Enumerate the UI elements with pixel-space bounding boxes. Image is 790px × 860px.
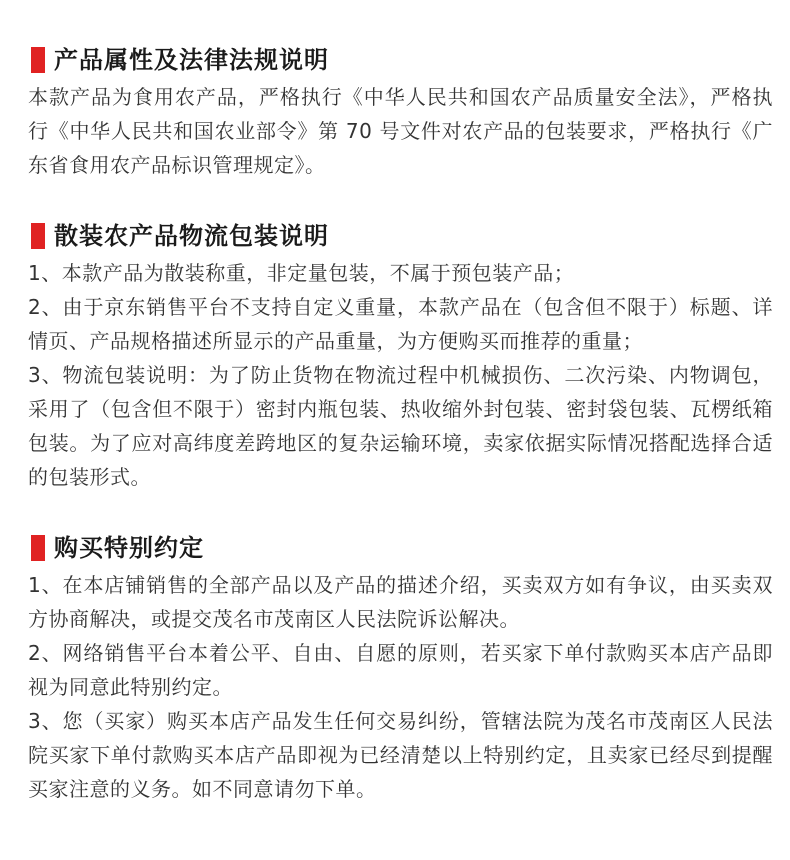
paragraph: 2、网络销售平台本着公平、自由、自愿的原则，若买家下单付款购买本店产品即视为同意此特别约定。 xyxy=(28,641,773,699)
red-marker-icon xyxy=(31,223,45,249)
red-marker-icon xyxy=(31,535,45,561)
section-logistics-packaging xyxy=(28,216,773,494)
paragraph: 3、物流包装说明：为了防止货物在物流过程中机械损伤、二次污染、内物调包，采用了（包含但不限于）密封内瓶包装、热收缩外封包装、密封袋包装、瓦楞纸箱包装。为了应对高纬度差跨地区的复杂运输环境，卖家依据实际情况搭配选择合适的包装形式。 xyxy=(28,363,773,489)
section-product-legal xyxy=(28,40,773,182)
section-header xyxy=(28,528,773,568)
red-marker-icon xyxy=(31,47,45,73)
section-purchase-agreement xyxy=(28,528,773,806)
paragraph: 本款产品为食用农产品，严格执行《中华人民共和国农产品质量安全法》，严格执行《中华人民共和国农业部令》第 70 号文件对农产品的包装要求，严格执行《广东省食用农产品标识管理规定》。 xyxy=(28,85,773,177)
paragraph: 1、本款产品为散装称重，非定量包装，不属于预包装产品； xyxy=(28,261,575,285)
section-body xyxy=(28,256,773,494)
paragraph: 1、在本店铺销售的全部产品以及产品的描述介绍，买卖双方如有争议，由买卖双方协商解决，或提交茂名市茂南区人民法院诉讼解决。 xyxy=(28,573,773,631)
section-title: 散装农产品物流包装说明 xyxy=(54,222,329,250)
section-header xyxy=(28,40,773,80)
section-body xyxy=(28,568,773,806)
paragraph: 2、由于京东销售平台不支持自定义重量，本款产品在（包含但不限于）标题、详情页、产品规格描述所显示的产品重量，为方便购买而推荐的重量； xyxy=(28,295,773,353)
section-title: 产品属性及法律法规说明 xyxy=(54,46,329,74)
paragraph: 3、您（买家）购买本店产品发生任何交易纠纷，管辖法院为茂名市茂南区人民法院买家下单付款购买本店产品即视为已经清楚以上特别约定，且卖家已经尽到提醒买家注意的义务。如不同意请勿下单。 xyxy=(28,709,773,801)
section-body xyxy=(28,80,773,182)
section-header xyxy=(28,216,773,256)
section-title: 购买特别约定 xyxy=(54,534,204,562)
document xyxy=(28,40,773,840)
